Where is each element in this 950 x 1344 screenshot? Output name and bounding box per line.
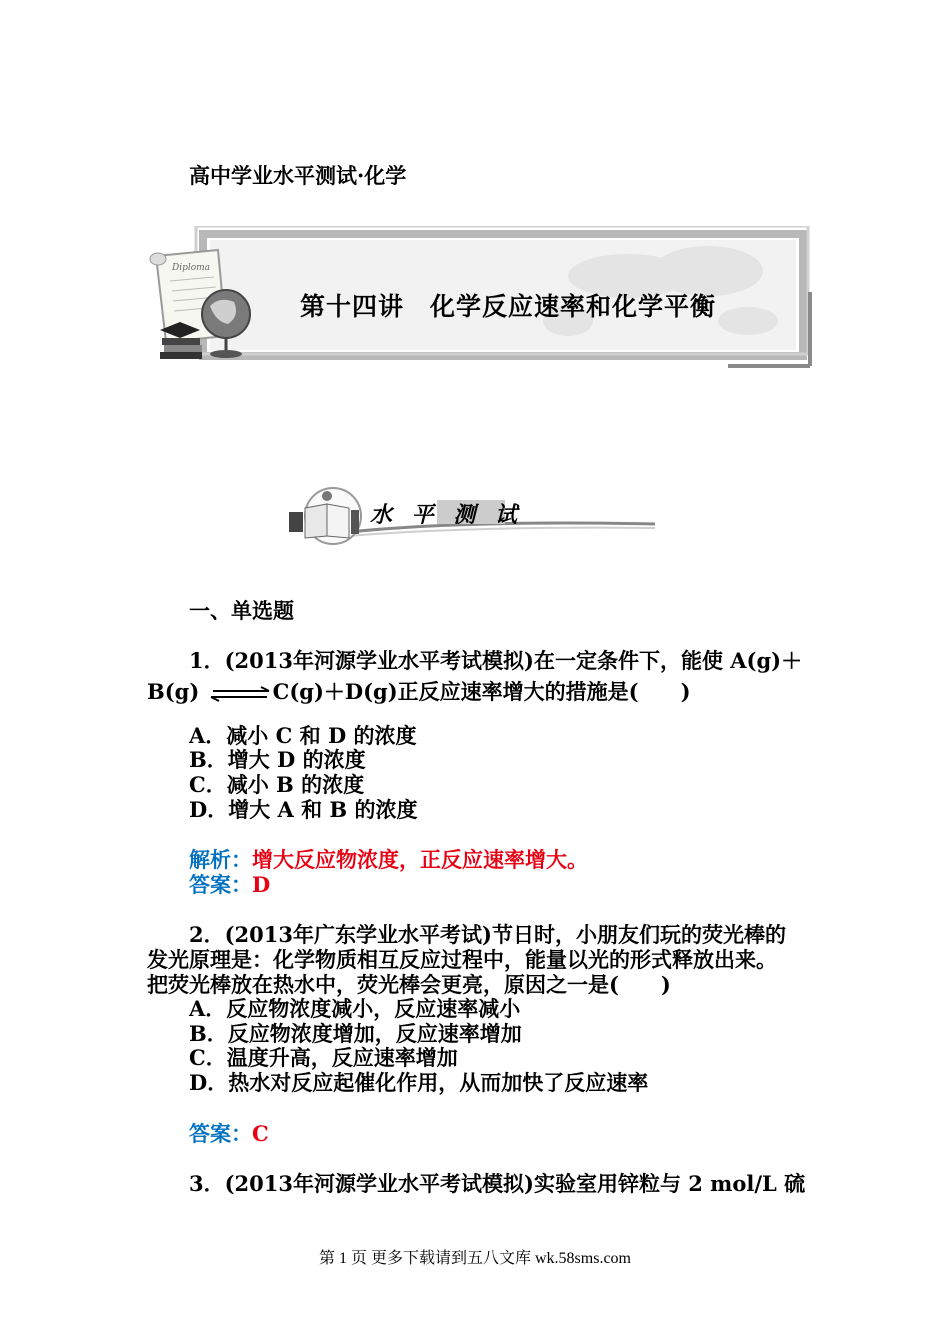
question-1-line-2 (147, 677, 691, 707)
question-source: (2013年河源学业水平考试模拟) (224, 648, 534, 673)
page-footer: 第 1 页 更多下载请到五八文库 wk.58sms.com (318, 1250, 631, 1267)
option-c: C．温度升高，反应速率增加 (189, 1045, 458, 1070)
answer-value: D (252, 872, 271, 897)
question-2-line-2: 发光原理是：化学物质相互反应过程中，能量以光的形式释放出来。 (147, 947, 777, 972)
question-stem: B(g) (147, 679, 200, 704)
section-label: 水 平 测 试 (370, 502, 523, 528)
question-2-line-3: 把荧光棒放在热水中，荧光棒会更亮，原因之一是( ) (147, 972, 671, 997)
question-stem: C(g)＋D(g)正反应速率增大的措施是( ) (272, 679, 691, 704)
analysis-label: 解析： (189, 847, 252, 872)
answer (189, 1119, 269, 1149)
analysis-text: 增大反应物浓度，正反应速率增大。 (252, 848, 588, 872)
equilibrium-arrow-icon (207, 685, 273, 703)
answer-value: C (252, 1121, 269, 1146)
option-b: B．反应物浓度增加，反应速率增加 (189, 1021, 522, 1046)
part-heading: 一、单选题 (189, 598, 294, 623)
question-number: 2． (189, 922, 225, 947)
question-stem: 在一定条件下，能使 A(g)＋ (533, 648, 803, 673)
question-3-line-1 (189, 1169, 805, 1199)
option-d: D．增大 A 和 B 的浓度 (189, 797, 418, 822)
option-a: A．反应物浓度减小，反应速率减小 (189, 996, 521, 1021)
answer (189, 870, 270, 900)
document-header: 高中学业水平测试·化学 (189, 163, 407, 188)
question-number: 1． (189, 648, 225, 673)
answer-label: 答案： (189, 872, 252, 897)
option-b: B．增大 D 的浓度 (189, 747, 366, 772)
diploma-text: Diploma (172, 263, 211, 273)
answer-label: 答案： (189, 1121, 252, 1146)
option-a: A．减小 C 和 D 的浓度 (189, 723, 417, 748)
question-source: (2013年广东学业水平考试) (224, 922, 492, 947)
question-source: (2013年河源学业水平考试模拟) (224, 1171, 534, 1196)
option-c: C．减小 B 的浓度 (189, 772, 365, 797)
option-d: D．热水对反应起催化作用，从而加快了反应速率 (189, 1070, 649, 1095)
question-number: 3． (189, 1171, 225, 1196)
chapter-title: 第十四讲 化学反应速率和化学平衡 (300, 292, 717, 321)
question-stem: 实验室用锌粒与 2 mol/L 硫 (533, 1171, 806, 1196)
question-stem: 节日时，小朋友们玩的荧光棒的 (491, 922, 786, 947)
question-1-line-1 (189, 646, 802, 676)
